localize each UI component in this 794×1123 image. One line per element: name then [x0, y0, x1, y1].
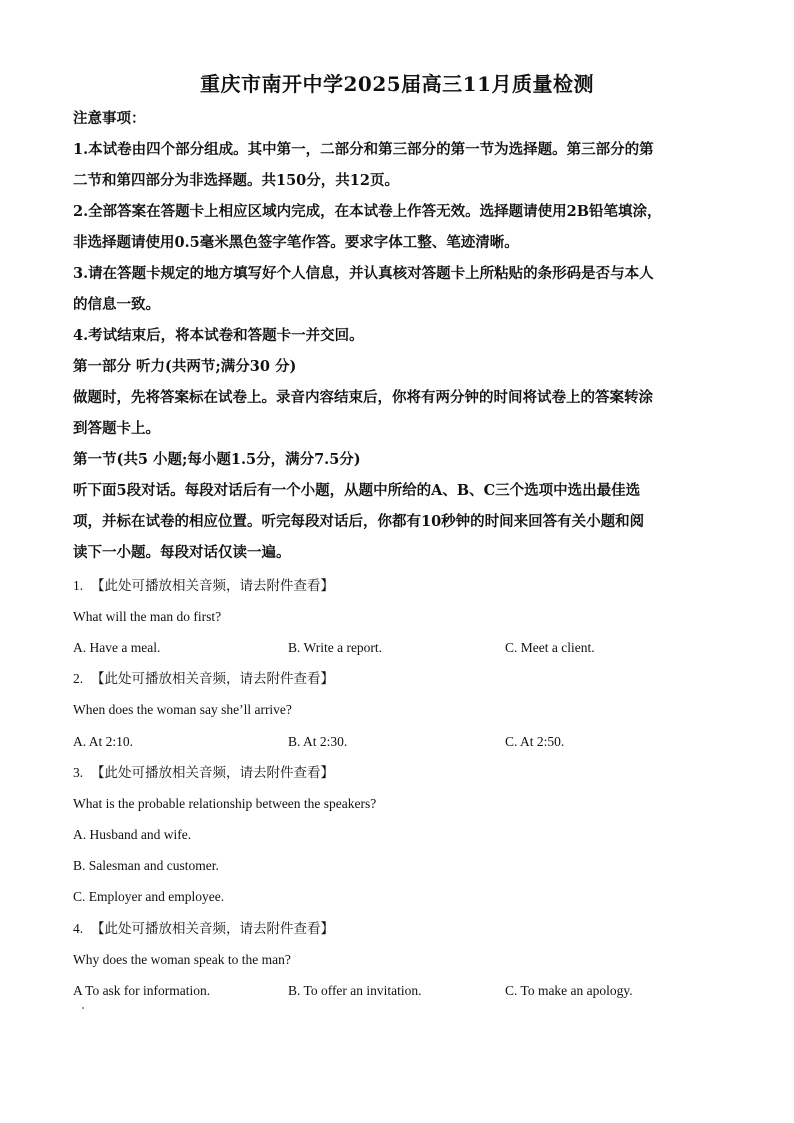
- section1-instructions-line-1: 听下面5段对话。每段对话后有一个小题，从题中所给的A、B、C三个选项中选出最佳选: [73, 482, 641, 499]
- question-3-option-c[interactable]: C. Employer and employee.: [73, 889, 225, 904]
- part1-heading: 第一部分 听力(共两节;满分30 分): [73, 358, 297, 375]
- section1-heading: 第一节(共5 小题;每小题1.5分，满分7.5分): [73, 451, 361, 468]
- notice-item-1-line-2: 二节和第四部分为非选择题。共150分，共12页。: [73, 172, 399, 189]
- audio-note-text: 【此处可播放相关音频，请去附件查看】: [91, 765, 334, 780]
- question-2-number: 2.: [73, 671, 84, 686]
- part1-instructions-line-1: 做题时，先将答案标在试卷上。录音内容结束后，你将有两分钟的时间将试卷上的答案转涂: [73, 389, 653, 406]
- question-1-option-a[interactable]: A. Have a meal.: [73, 640, 161, 655]
- audio-note-text: 【此处可播放相关音频，请去附件查看】: [91, 921, 334, 936]
- question-4-text: Why does the woman speak to the man?: [73, 952, 291, 967]
- notice-item-4-line-1: 4.考试结束后，将本试卷和答题卡一并交回。: [73, 327, 364, 344]
- notice-item-2-line-1: 2.全部答案在答题卡上相应区域内完成，在本试卷上作答无效。选择题请使用2B铅笔填涂，: [73, 203, 662, 220]
- section1-instructions-line-3: 读下一小题。每段对话仅读一遍。: [73, 544, 291, 561]
- question-2-option-c[interactable]: C. At 2:50.: [505, 734, 565, 749]
- question-2-option-b[interactable]: B. At 2:30.: [288, 734, 348, 749]
- question-2-option-a[interactable]: A. At 2:10.: [73, 734, 134, 749]
- notice-heading: 注意事项：: [73, 110, 146, 127]
- question-1-text: What will the man do first?: [73, 609, 222, 624]
- part1-instructions-line-2: 到答题卡上。: [73, 420, 160, 437]
- notice-item-3-line-2: 的信息一致。: [73, 296, 160, 313]
- question-2-text: When does the woman say she’ll arrive?: [73, 702, 292, 717]
- question-3-audio-note[interactable]: [73, 764, 334, 782]
- notice-item-1-line-1: 1.本试卷由四个部分组成。其中第一，二部分和第三部分的第一节为选择题。第三部分的第: [73, 141, 654, 158]
- question-1-audio-note[interactable]: [73, 577, 334, 595]
- question-3-option-a[interactable]: A. Husband and wife.: [73, 827, 192, 842]
- question-1-option-b[interactable]: B. Write a report.: [288, 640, 383, 655]
- question-3-number: 3.: [73, 765, 84, 780]
- section1-instructions-line-2: 项，并标在试卷的相应位置。听完每段对话后，你都有10秒钟的时间来回答有关小题和阅: [73, 513, 645, 530]
- scan-speck: [82, 1007, 84, 1009]
- question-1-option-c[interactable]: C. Meet a client.: [505, 640, 595, 655]
- question-2-audio-note[interactable]: [73, 670, 334, 688]
- notice-item-3-line-1: 3.请在答题卡规定的地方填写好个人信息，并认真核对答题卡上所粘贴的条形码是否与本人: [73, 265, 654, 282]
- question-4-option-c[interactable]: C. To make an apology.: [505, 983, 633, 998]
- question-1-number: 1.: [73, 578, 84, 593]
- question-4-audio-note[interactable]: [73, 920, 334, 938]
- audio-note-text: 【此处可播放相关音频，请去附件查看】: [91, 578, 334, 593]
- question-3-option-b[interactable]: B. Salesman and customer.: [73, 858, 219, 873]
- question-4-number: 4.: [73, 921, 84, 936]
- audio-note-text: 【此处可播放相关音频，请去附件查看】: [91, 671, 334, 686]
- question-4-option-a[interactable]: A To ask for information.: [73, 983, 211, 998]
- question-4-option-b[interactable]: B. To offer an invitation.: [288, 983, 422, 998]
- notice-item-2-line-2: 非选择题请使用0.5毫米黑色签字笔作答。要求字体工整、笔迹清晰。: [73, 234, 519, 251]
- question-3-text: What is the probable relationship between the speakers?: [73, 796, 377, 811]
- page-title: 重庆市南开中学2025届高三11月质量检测: [200, 72, 594, 96]
